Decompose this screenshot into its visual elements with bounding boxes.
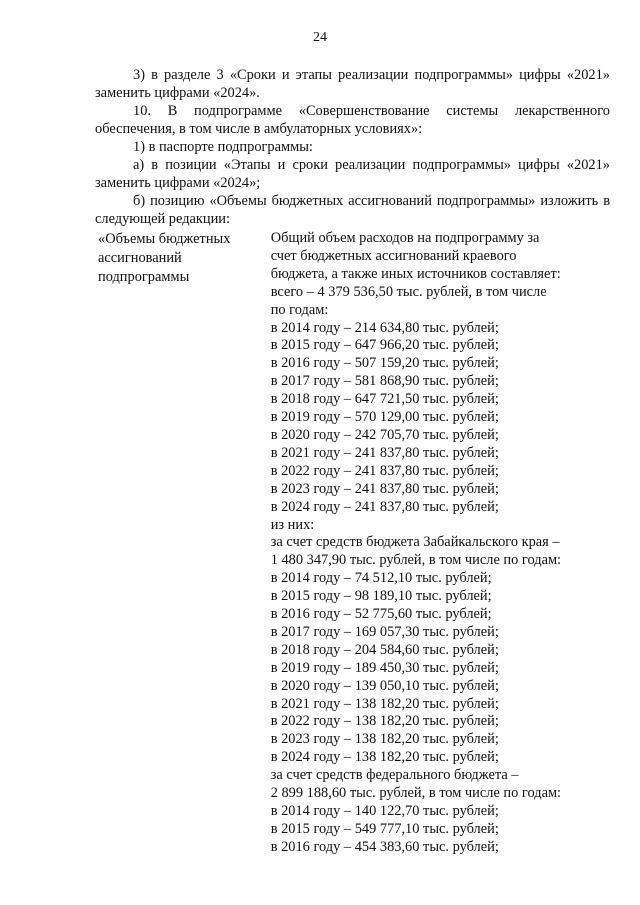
table-right-line: в 2014 году – 214 634,80 тыс. рублей; — [270, 319, 499, 336]
table-right-line: в 2024 году – 138 182,20 тыс. рублей; — [270, 749, 499, 766]
table-right-line: счет бюджетных ассигнований краевого — [270, 247, 517, 264]
table-right-line: в 2015 году – 98 189,10 тыс. рублей; — [270, 588, 492, 605]
table-right-line: в 2016 году – 454 383,60 тыс. рублей; — [270, 838, 499, 855]
paragraph-item-10: 10. В подпрограмме «Совершенствование системы лекарственного обеспечения, в том числе в амбулаторных условиях»: — [95, 103, 610, 137]
paragraph-item-3: 3) в разделе 3 «Сроки и этапы реализации подпрограммы» цифры «2021» заменить цифрами «2024». — [95, 67, 610, 101]
table-right-line: в 2016 году – 52 775,60 тыс. рублей; — [270, 606, 492, 623]
table-right-line: 1 480 347,90 тыс. рублей, в том числе по годам: — [270, 552, 562, 569]
table-right-line: в 2023 году – 241 837,80 тыс. рублей; — [270, 480, 499, 497]
table-right-line: в 2024 году – 241 837,80 тыс. рублей; — [270, 498, 499, 515]
table-right-line: в 2017 году – 169 057,30 тыс. рублей; — [270, 623, 499, 640]
table-right-line: за счет средств бюджета Забайкальского края – — [270, 534, 560, 551]
table-right-line: Общий объем расходов на подпрограмму за — [270, 230, 540, 246]
table-right-line: бюджета, а также иных источников составляет: — [270, 265, 561, 282]
table-right-line: в 2017 году – 581 868,90 тыс. рублей; — [270, 373, 499, 390]
table-right-line: в 2016 году – 507 159,20 тыс. рублей; — [270, 355, 499, 372]
table-right-line: в 2014 году – 140 122,70 тыс. рублей; — [270, 803, 499, 819]
table-right-line: 2 899 188,60 тыс. рублей, в том числе по годам: — [270, 785, 562, 802]
paragraph-subitem-a: а) в позиции «Этапы и сроки реализации подпрограммы» цифры «2021» заменить цифрами «2024»; — [95, 157, 610, 191]
table-right-line: в 2020 году – 242 705,70 тыс. рублей; — [270, 426, 499, 443]
paragraph-subitem-b: б) позицию «Объемы бюджетных ассигнований подпрограммы» изложить в следующей редакции: — [95, 193, 610, 227]
table-right-line: в 2022 году – 138 182,20 тыс. рублей; — [270, 713, 499, 730]
budget-table — [95, 230, 610, 857]
table-right-line: в 2020 году – 139 050,10 тыс. рублей; — [270, 677, 499, 694]
document-body — [95, 66, 610, 857]
table-left-label: «Объемы бюджетных ассигнований подпрограммы — [98, 231, 231, 285]
table-right-line: в 2019 году – 189 450,30 тыс. рублей; — [270, 659, 499, 676]
table-right-line: в 2018 году – 647 721,50 тыс. рублей; — [270, 391, 499, 408]
table-right-line: в 2019 году – 570 129,00 тыс. рублей; — [270, 409, 499, 426]
table-right-line: в 2023 году – 138 182,20 тыс. рублей; — [270, 731, 499, 748]
table-right-content — [256, 230, 610, 857]
page-number: 24 — [313, 30, 327, 45]
table-right-line: в 2015 году – 647 966,20 тыс. рублей; — [270, 337, 499, 354]
paragraph-passport: 1) в паспорте подпрограммы: — [133, 139, 313, 155]
table-right-line: в 2021 году – 138 182,20 тыс. рублей; — [270, 695, 499, 712]
table-right-line: по годам: — [270, 301, 329, 318]
table-right-line: в 2021 году – 241 837,80 тыс. рублей; — [270, 444, 499, 461]
table-right-line: в 2015 году – 549 777,10 тыс. рублей; — [270, 820, 499, 837]
table-right-line: в 2018 году – 204 584,60 тыс. рублей; — [270, 641, 499, 658]
table-right-line: всего – 4 379 536,50 тыс. рублей, в том числе — [270, 283, 547, 300]
table-right-line: в 2014 году – 74 512,10 тыс. рублей; — [270, 570, 492, 587]
table-right-line: за счет средств федерального бюджета – — [270, 767, 519, 784]
table-right-line: в 2022 году – 241 837,80 тыс. рублей; — [270, 462, 499, 479]
table-right-line: из них: — [270, 516, 315, 533]
